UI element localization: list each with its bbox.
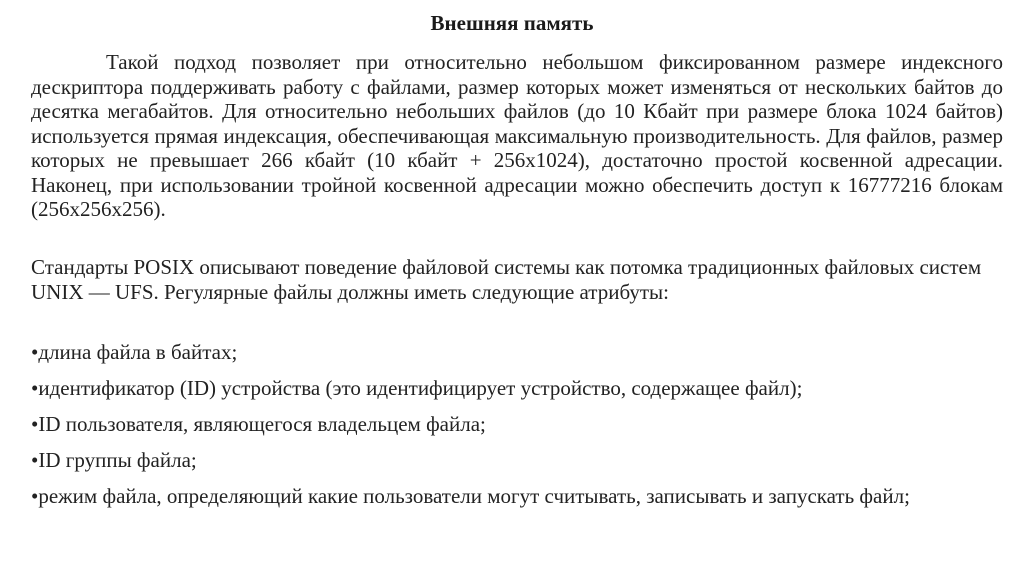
list-item: •идентификатор (ID) устройства (это идентифицирует устройство, содержащее файл); [31,376,803,400]
list-item: •ID пользователя, являющегося владельцем файла; [31,412,486,436]
posix-paragraph: Стандарты POSIX описывают поведение файловой системы как потомка традиционных файловых систем UNIX — UFS. Регулярные файлы должны иметь следующие атрибуты: [31,255,982,304]
intro-paragraph: Такой подход позволяет при относительно небольшом фиксированном размере индексного дескриптора поддерживать работу с файлами, размер которых может изменяться от нескольких байтов до десятка мегабайтов. Для относительно небольших файлов (до 10 Кбайт при размере блока 1024 байтов) используется прямая индексация, обеспечивающая максимальную производительность. Для файлов, размер которых не превышает 266 кбайт (10 кбайт + 256х1024), достаточно простой косвенной адресации. Наконец, при использовании тройной косвенной адресации можно обеспечить доступ к 16777216 блокам (256х256х256). [31,50,1003,221]
list-item: •ID группы файла; [31,448,197,472]
list-item: •режим файла, определяющий какие пользователи могут считывать, записывать и запускать файл; [31,484,910,508]
slide-title: Внешняя память [430,11,594,35]
list-item: •длина файла в байтах; [31,340,238,364]
attribute-list [31,340,1003,520]
